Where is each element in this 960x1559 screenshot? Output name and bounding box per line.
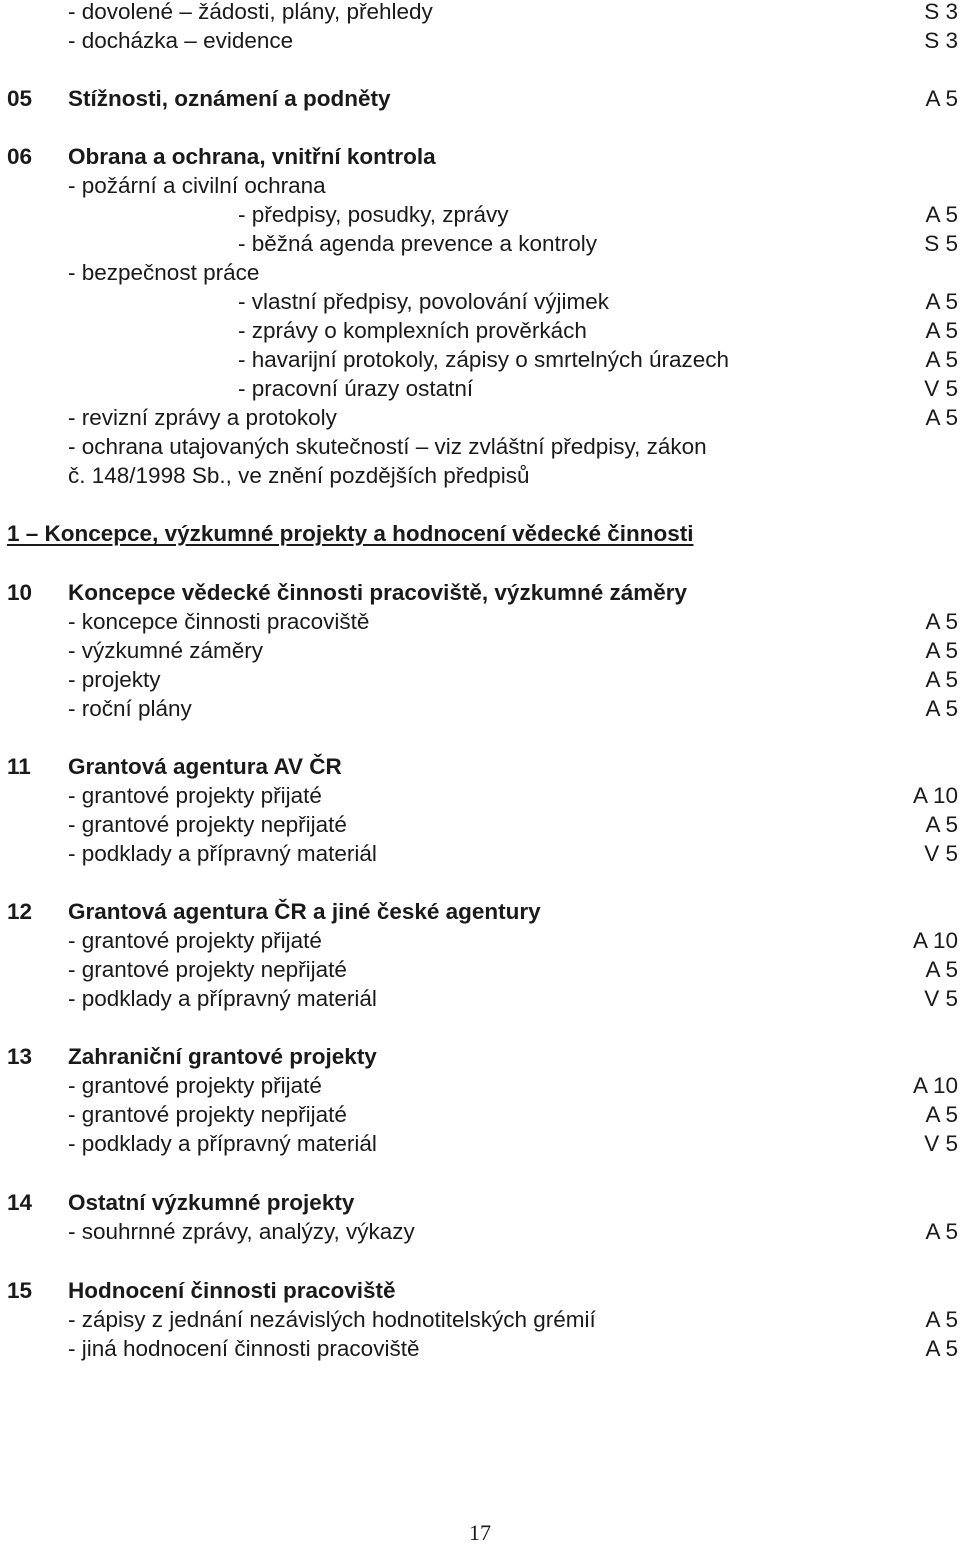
record-text: - podklady a přípravný materiál <box>68 1131 377 1156</box>
section-row-12 <box>0 897 960 926</box>
record-text: - roční plány <box>68 696 192 721</box>
retention-code: A 5 <box>925 638 958 663</box>
record-row <box>0 665 960 694</box>
record-text: - grantové projekty přijaté <box>68 1073 322 1098</box>
section-row-10 <box>0 578 960 607</box>
retention-code: A 5 <box>925 289 958 314</box>
section-row-06 <box>0 142 960 171</box>
record-text: - pracovní úrazy ostatní <box>238 376 474 401</box>
section-title: Zahraniční grantové projekty <box>68 1044 377 1069</box>
record-text: - zprávy o komplexních prověrkách <box>238 318 587 343</box>
section-number: 11 <box>7 754 31 779</box>
record-text: - docházka – evidence <box>68 28 294 53</box>
retention-code: A 5 <box>925 1336 958 1361</box>
section-title: Hodnocení činnosti pracoviště <box>68 1278 396 1303</box>
section-number: 12 <box>7 899 33 924</box>
retention-code: V 5 <box>924 376 958 401</box>
record-text: - koncepce činnosti pracoviště <box>68 609 370 634</box>
record-text: - grantové projekty nepřijaté <box>68 812 347 837</box>
retention-code: A 5 <box>925 609 958 634</box>
record-row <box>0 258 960 287</box>
section-row-13 <box>0 1042 960 1071</box>
record-row <box>0 607 960 636</box>
record-row <box>0 1334 960 1363</box>
record-row <box>0 926 960 955</box>
section-title: Stížnosti, oznámení a podněty <box>68 86 391 111</box>
section-row-15 <box>0 1276 960 1305</box>
retention-code: A 5 <box>925 405 958 430</box>
record-row <box>0 1217 960 1246</box>
record-row <box>0 229 960 258</box>
section-title: Ostatní výzkumné projekty <box>68 1190 355 1215</box>
retention-code: A 5 <box>925 202 958 227</box>
section-number: 14 <box>7 1190 33 1215</box>
record-row <box>0 403 960 432</box>
retention-code: A 5 <box>925 86 958 111</box>
record-text: - podklady a přípravný materiál <box>68 986 377 1011</box>
record-text: - jiná hodnocení činnosti pracoviště <box>68 1336 420 1361</box>
retention-code: A 5 <box>925 1219 958 1244</box>
record-row <box>0 1129 960 1158</box>
record-row <box>0 374 960 403</box>
record-row <box>0 200 960 229</box>
record-text: - výzkumné záměry <box>68 638 264 663</box>
chapter-heading-row <box>0 519 960 548</box>
record-row <box>0 287 960 316</box>
record-row <box>0 1071 960 1100</box>
record-text: - grantové projekty přijaté <box>68 783 322 808</box>
section-title: Koncepce vědecké činnosti pracoviště, výzkumné záměry <box>68 580 688 605</box>
record-text: - projekty <box>68 667 161 692</box>
record-text: č. 148/1998 Sb., ve znění pozdějších předpisů <box>68 463 530 488</box>
section-row-11 <box>0 752 960 781</box>
section-title: Grantová agentura AV ČR <box>68 754 342 779</box>
record-text: - zápisy z jednání nezávislých hodnotitelských grémií <box>68 1307 596 1332</box>
section-title: Obrana a ochrana, vnitřní kontrola <box>68 144 436 169</box>
record-text: - běžná agenda prevence a kontroly <box>238 231 597 256</box>
retention-code: A 5 <box>925 347 958 372</box>
record-row <box>0 1100 960 1129</box>
retention-code: V 5 <box>924 986 958 1011</box>
retention-code: A 5 <box>925 696 958 721</box>
section-title: Grantová agentura ČR a jiné české agentury <box>68 899 541 924</box>
record-row <box>0 171 960 200</box>
section-number: 06 <box>7 144 33 169</box>
retention-code: A 5 <box>925 667 958 692</box>
record-row <box>0 316 960 345</box>
retention-code: A 5 <box>925 1102 958 1127</box>
section-row-14 <box>0 1188 960 1217</box>
retention-code: V 5 <box>924 841 958 866</box>
section-number: 15 <box>7 1278 33 1303</box>
record-row <box>0 26 960 55</box>
record-text: - grantové projekty přijaté <box>68 928 322 953</box>
record-text: - souhrnné zprávy, analýzy, výkazy <box>68 1219 415 1244</box>
record-text: - požární a civilní ochrana <box>68 173 326 198</box>
retention-code: V 5 <box>924 1131 958 1156</box>
record-text: - havarijní protokoly, zápisy o smrtelných úrazech <box>238 347 730 372</box>
retention-code: S 3 <box>924 28 958 53</box>
record-text: - grantové projekty nepřijaté <box>68 957 347 982</box>
record-row <box>0 432 960 461</box>
retention-code: A 5 <box>925 1307 958 1332</box>
retention-code: A 10 <box>912 1073 958 1098</box>
retention-code: S 5 <box>924 231 958 256</box>
record-text: - grantové projekty nepřijaté <box>68 1102 347 1127</box>
section-number: 10 <box>7 580 33 605</box>
record-row <box>0 461 960 490</box>
record-row <box>0 345 960 374</box>
retention-code: A 10 <box>912 783 958 808</box>
record-text: - předpisy, posudky, zprávy <box>238 202 509 227</box>
record-text: - vlastní předpisy, povolování výjimek <box>238 289 609 314</box>
record-row <box>0 810 960 839</box>
record-text: - podklady a přípravný materiál <box>68 841 377 866</box>
record-row <box>0 1305 960 1334</box>
section-row-05 <box>0 84 960 113</box>
retention-code: A 5 <box>925 812 958 837</box>
record-text: - bezpečnost práce <box>68 260 260 285</box>
record-text: - dovolené – žádosti, plány, přehledy <box>68 0 433 24</box>
record-text: - revizní zprávy a protokoly <box>68 405 337 430</box>
record-row <box>0 955 960 984</box>
section-number: 05 <box>7 86 33 111</box>
record-row <box>0 636 960 665</box>
retention-code: A 10 <box>912 928 958 953</box>
retention-code: A 5 <box>925 957 958 982</box>
record-row <box>0 839 960 868</box>
section-number: 13 <box>7 1044 33 1069</box>
record-row <box>0 781 960 810</box>
record-row <box>0 984 960 1013</box>
chapter-heading: 1 – Koncepce, výzkumné projekty a hodnocení vědecké činnosti <box>7 521 694 546</box>
record-text: - ochrana utajovaných skutečností – viz zvláštní předpisy, zákon <box>68 434 707 459</box>
record-row <box>0 0 960 26</box>
retention-code: A 5 <box>925 318 958 343</box>
page-number: 17 <box>469 1520 491 1545</box>
retention-code: S 3 <box>924 0 958 24</box>
record-row <box>0 694 960 723</box>
